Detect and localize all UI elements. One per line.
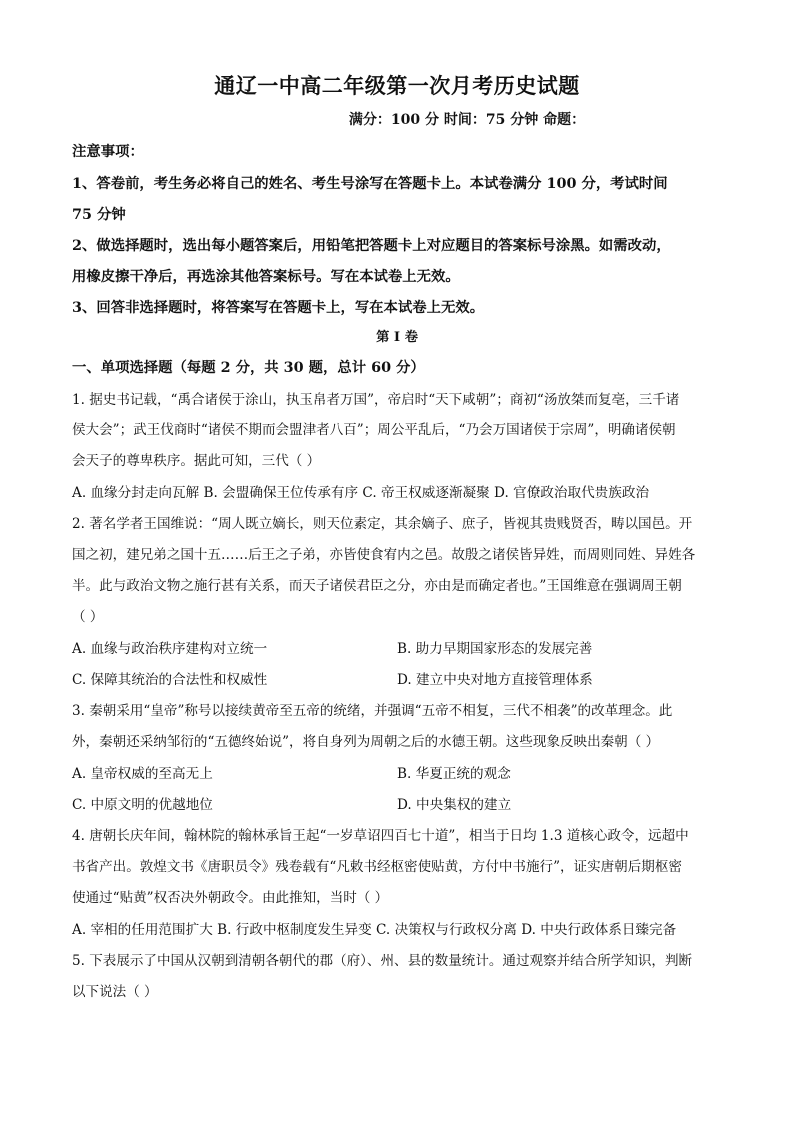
q5-line-2: 以下说法（ ） xyxy=(72,984,158,1000)
q3-option-c: C. 中原文明的优越地位 xyxy=(72,797,213,813)
q2-option-c: C. 保障其统治的合法性和权威性 xyxy=(72,672,268,688)
notice-line-2a: 2、做选择题时，选出每小题答案后，用铅笔把答题卡上对应题目的答案标号涂黑。如需改动， xyxy=(72,238,671,254)
notice-line-2b: 用橡皮擦干净后，再选涂其他答案标号。写在本试卷上无效。 xyxy=(72,269,460,285)
q3-option-b: B. 华夏正统的观念 xyxy=(397,766,511,782)
q2-option-b: B. 助力早期国家形态的发展完善 xyxy=(397,641,593,657)
q2-line-2: 国之初，建兄弟之国十五……后王之子弟，亦皆使食宥内之邑。故殷之诸侯皆异姓，而周则同姓、异姓各 xyxy=(72,547,696,563)
volume-label: 第 I 卷 xyxy=(376,330,418,345)
notice-heading: 注意事项： xyxy=(72,144,144,160)
q1-options: A. 血缘分封走向瓦解 B. 会盟确保王位传承有序 C. 帝王权威逐渐凝聚 D. 官僚政治取代贵族政治 xyxy=(72,485,650,501)
notice-line-1b: 75 分钟 xyxy=(72,207,126,223)
notice-line-1a: 1、答卷前，考生务必将自己的姓名、考生号涂写在答题卡上。本试卷满分 100 分，考试时间 xyxy=(72,176,668,192)
q2-line-1: 2. 著名学者王国维说：“周人既立嫡长，则天位素定，其余嫡子、庶子，皆视其贵贱贤否，畴以国邑。开 xyxy=(72,516,693,532)
page-subtitle: 满分：100 分 时间：75 分钟 命题： xyxy=(348,112,586,128)
q5-line-1: 5. 下表展示了中国从汉朝到清朝各朝代的郡（府）、州、县的数量统计。通过观察并结合所学知识，判断 xyxy=(72,953,693,969)
q3-option-a: A. 皇帝权威的至高无上 xyxy=(72,766,213,782)
q1-line-1: 1. 据史书记载，“禹合诸侯于涂山，执玉帛者万国”，帝启时“天下咸朝”；商初“汤放桀而复亳，三千诸 xyxy=(72,392,680,408)
q1-line-2: 侯大会”；武王伐商时“诸侯不期而会盟津者八百”；周公平乱后，“乃会万国诸侯于宗周”，明确诸侯朝 xyxy=(72,422,676,438)
q2-line-4: （ ） xyxy=(72,609,104,625)
q4-options: A. 宰相的任用范围扩大 B. 行政中枢制度发生异变 C. 决策权与行政权分离 D. 中央行政体系日臻完备 xyxy=(72,922,677,938)
q3-line-2: 外，秦朝还采纳邹衍的“五德终始说”，将自身列为周朝之后的水德王朝。这些现象反映出秦朝（ ） xyxy=(72,734,660,750)
section-heading: 一、单项选择题（每题 2 分，共 30 题，总计 60 分） xyxy=(72,360,425,376)
q4-line-3: 使通过“贴黄”权否决外朝政令。由此推知，当时（ ） xyxy=(72,890,389,906)
q2-option-a: A. 血缘与政治秩序建构对立统一 xyxy=(72,641,268,657)
q3-line-1: 3. 秦朝采用“皇帝”称号以接续黄帝至五帝的统绪，并强调“五帝不相复，三代不相袭”的改革理念。此 xyxy=(72,703,673,719)
notice-line-3: 3、回答非选择题时，将答案写在答题卡上，写在本试卷上无效。 xyxy=(72,300,485,316)
q4-line-1: 4. 唐朝长庆年间，翰林院的翰林承旨王起“一岁草诏四百七十道”，相当于日均 1.3 道核心政令，远超中 xyxy=(72,828,689,844)
q1-line-3: 会天子的尊卑秩序。据此可知，三代（ ） xyxy=(72,453,321,469)
q2-option-d: D. 建立中央对地方直接管理体系 xyxy=(397,672,593,688)
q4-line-2: 书省产出。敦煌文书《唐职员令》残卷载有“凡敕书经枢密使贴黄，方付中书施行”，证实唐朝后期枢密 xyxy=(72,859,682,875)
page-title: 通辽一中高二年级第一次月考历史试题 xyxy=(214,74,580,98)
q3-option-d: D. 中央集权的建立 xyxy=(397,797,512,813)
q2-line-3: 半。此与政治文物之施行甚有关系，而天子诸侯君臣之分，亦由是而确定者也。”王国维意在强调周王朝 xyxy=(72,578,682,594)
